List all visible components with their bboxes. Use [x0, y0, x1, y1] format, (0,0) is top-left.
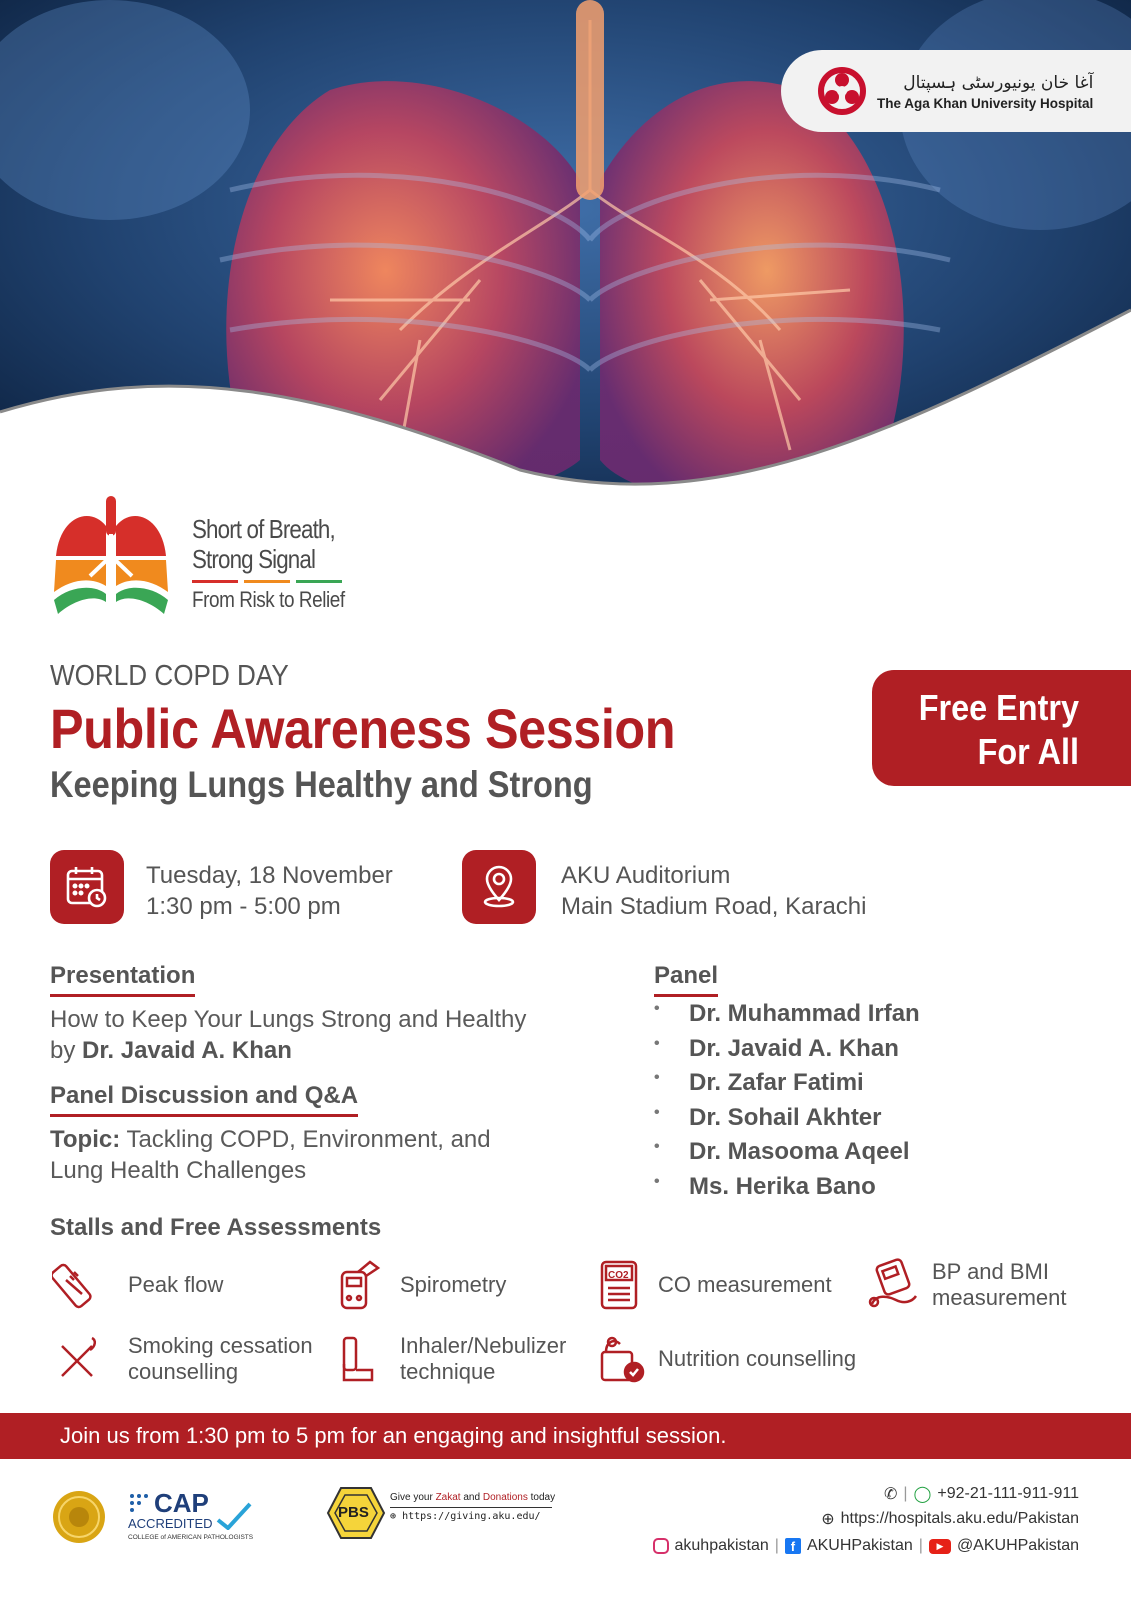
- free-entry-line-2: For All: [977, 731, 1079, 772]
- discussion-heading: Panel Discussion and Q&A: [50, 1082, 358, 1117]
- checkmark-icon: [216, 1502, 252, 1530]
- zakat-and: and: [463, 1492, 481, 1503]
- youtube-handle[interactable]: @AKUHPakistan: [956, 1537, 1079, 1554]
- presentation-speaker: Dr. Javaid A. Khan: [82, 1037, 292, 1064]
- stall-bp-bmi: [866, 1258, 1067, 1312]
- free-entry-line-1: Free Entry: [918, 687, 1079, 728]
- instagram-handle[interactable]: akuhpakistan: [674, 1537, 769, 1554]
- theme-line-1: Short of Breath,: [192, 514, 335, 544]
- event-datetime: [146, 860, 393, 922]
- phone-icon: ✆: [883, 1486, 898, 1503]
- whatsapp-icon: ◯: [913, 1486, 932, 1503]
- event-time: 1:30 pm - 5:00 pm: [146, 893, 341, 920]
- stall-spirometry: [336, 1258, 506, 1312]
- facebook-icon[interactable]: f: [785, 1538, 801, 1554]
- presentation-title: How to Keep Your Lungs Strong and Healthy: [50, 1006, 527, 1033]
- instagram-icon[interactable]: [653, 1538, 669, 1554]
- spirometer-icon: [336, 1258, 390, 1312]
- event-subtitle: Keeping Lungs Healthy and Strong: [50, 764, 593, 805]
- nutrition-icon: [596, 1332, 650, 1386]
- theme-line-2: Strong Signal: [192, 544, 316, 574]
- theme-color-bars: [192, 580, 370, 583]
- panel-member: • Ms. Herika Bano: [654, 1173, 920, 1208]
- event-venue: [561, 860, 866, 922]
- donations-word: Donations: [482, 1492, 528, 1503]
- event-date: Tuesday, 18 November: [146, 862, 393, 889]
- stall-co-measurement: [596, 1258, 832, 1312]
- contact-phone[interactable]: ✆ | ◯ +92-21-111-911-911: [883, 1485, 1079, 1503]
- invitation-band: Join us from 1:30 pm to 5 pm for an engaging and insightful session.: [0, 1413, 1131, 1459]
- hospital-name-urdu: آغا خان یونیورسٹی ہسپتال: [903, 72, 1094, 93]
- panel-member: • Dr. Sohail Akhter: [654, 1104, 920, 1139]
- stall-label-multiline: [128, 1333, 313, 1385]
- inhaler-icon: [336, 1332, 390, 1386]
- stall-label-multiline: [932, 1259, 1067, 1311]
- stall-smoking-cessation: [52, 1332, 313, 1386]
- stall-label: CO measurement: [658, 1272, 832, 1297]
- stall-label: Spirometry: [400, 1272, 507, 1297]
- jci-seal-icon: [52, 1490, 106, 1544]
- panel-member: • Dr. Javaid A. Khan: [654, 1035, 920, 1070]
- giving-link[interactable]: [390, 1511, 541, 1522]
- presentation-text: [50, 1004, 526, 1066]
- hospital-logo: [781, 50, 1131, 132]
- smoking-line-2: counselling: [128, 1359, 239, 1384]
- stall-label: Nutrition counselling: [658, 1346, 857, 1371]
- smoking-line-1: Smoking cessation: [128, 1333, 313, 1358]
- topic-line-2: Lung Health Challenges: [50, 1157, 307, 1184]
- event-kicker: WORLD COPD DAY: [50, 660, 289, 692]
- stall-inhaler: [336, 1332, 566, 1386]
- topic-line-1: Tackling COPD, Environment, and: [126, 1126, 491, 1153]
- cap-subtext: COLLEGE of AMERICAN PATHOLOGISTS: [128, 1534, 254, 1541]
- location-pin-icon: [462, 850, 536, 924]
- zakat-text: [390, 1492, 555, 1503]
- stall-nutrition: [596, 1332, 856, 1386]
- facebook-handle[interactable]: AKUHPakistan: [806, 1537, 913, 1554]
- hospital-name-english: The Aga Khan University Hospital: [877, 95, 1094, 111]
- aku-logo-icon: [817, 66, 867, 116]
- co2-text: CO2: [608, 1270, 629, 1281]
- blood-pressure-monitor-icon: [866, 1258, 920, 1312]
- website-url: https://hospitals.aku.edu/Pakistan: [840, 1510, 1079, 1527]
- presentation-heading: Presentation: [50, 962, 195, 997]
- event-title: Public Awareness Session: [50, 697, 676, 760]
- bp-line-2: measurement: [932, 1285, 1067, 1310]
- social-links: akuhpakistan | f AKUHPakistan | ▶ @AKUHPakistan: [653, 1537, 1080, 1555]
- venue-name: AKU Auditorium: [561, 862, 731, 889]
- no-smoking-icon: [52, 1332, 106, 1386]
- contact-website[interactable]: [821, 1509, 1079, 1529]
- zakat-pre: Give your: [390, 1492, 433, 1503]
- calendar-icon: [50, 850, 124, 924]
- panel-heading: Panel: [654, 962, 718, 997]
- zakat-word: Zakat: [435, 1492, 461, 1503]
- venue-address: Main Stadium Road, Karachi: [561, 893, 867, 920]
- panel-list: [654, 1000, 920, 1208]
- cap-accredited: ACCREDITED: [128, 1516, 213, 1531]
- lungs-icon: [50, 496, 172, 620]
- panel-member: • Dr. Muhammad Irfan: [654, 1000, 920, 1035]
- pbs-label: PBS: [338, 1504, 369, 1521]
- cap-dots-icon: [128, 1492, 150, 1514]
- theme-line-3: From Risk to Relief: [192, 587, 345, 612]
- bp-line-1: BP and BMI: [932, 1259, 1049, 1284]
- cap-label: CAP: [154, 1488, 209, 1518]
- discussion-topic: [50, 1124, 491, 1186]
- globe-icon: ⊕: [821, 1511, 835, 1528]
- zakat-post: today: [530, 1492, 556, 1503]
- phone-number: +92-21-111-911-911: [937, 1485, 1079, 1502]
- inhaler-line-1: Inhaler/Nebulizer: [400, 1333, 567, 1358]
- giving-url: https://giving.aku.edu/: [402, 1511, 541, 1522]
- topic-label: Topic:: [50, 1126, 121, 1153]
- stall-peak-flow: [52, 1258, 223, 1312]
- panel-member: • Dr. Zafar Fatimi: [654, 1069, 920, 1104]
- co-meter-icon: [596, 1258, 650, 1312]
- youtube-icon[interactable]: ▶: [929, 1539, 951, 1554]
- stall-label: Peak flow: [128, 1272, 224, 1297]
- stalls-heading: Stalls and Free Assessments: [50, 1214, 382, 1241]
- stall-label-multiline: [400, 1333, 566, 1385]
- hero-lungs-image: [0, 0, 1131, 520]
- peak-flow-meter-icon: [52, 1258, 106, 1312]
- free-entry-badge: [872, 670, 1131, 786]
- globe-icon: ⊕: [390, 1511, 397, 1522]
- presentation-by: by: [50, 1037, 76, 1064]
- inhaler-line-2: technique: [400, 1359, 496, 1384]
- panel-member: • Dr. Masooma Aqeel: [654, 1138, 920, 1173]
- theme-block: [50, 492, 370, 622]
